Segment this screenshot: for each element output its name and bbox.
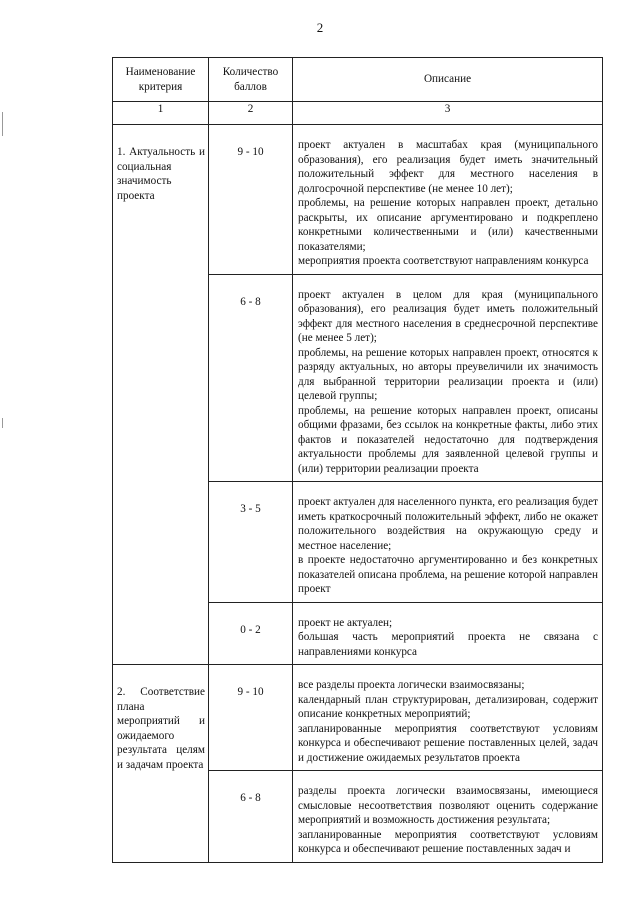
description-paragraph: запланированные мероприятия соответствуют условиям конкурса и обеспечивают решение поставленных целей, задач и достижение ожидаемых результатов проекта	[298, 722, 598, 764]
description-paragraph: проект актуален в масштабах края (муниципального образования), его реализация будет иметь значительный положительный эффект для местного населения в долгосрочной перспективе (не менее 10 лет);	[298, 139, 598, 195]
description-paragraph: запланированные мероприятия соответствуют условиям конкурса и обеспечивают решение поставленных задач и	[298, 828, 598, 855]
table-row	[113, 665, 603, 771]
description-paragraph: большая часть мероприятий проекта не связана с направлениями конкурса	[298, 631, 598, 658]
description-paragraph: все разделы проекта логически взаимосвязаны;	[298, 679, 525, 691]
header-score: Количество баллов	[209, 58, 293, 102]
criterion-name: 1. Актуальность и социальная значимость проекта	[113, 125, 209, 665]
score-description	[293, 771, 603, 863]
description-paragraph: проект актуален для населенного пункта, его реализация будет иметь краткосрочный положительный эффект, либо не окажет положительного воздействия на окружающую среду и местное население;	[298, 496, 598, 552]
description-paragraph: проблемы, на решение которых направлен проект, описаны общими фразами, без ссылок на конкретные факты, либо этих фактов и показателей недостаточно для подтверждения актуальности проблемы для заявленной целевой группы и (или) территории реализации проекта	[298, 404, 598, 475]
score-description	[293, 602, 603, 665]
score-range: 6 - 8	[209, 771, 293, 863]
description-paragraph: проект актуален в целом для края (муниципального образования), его реализация будет иметь положительный эффект для местного населения в среднесрочной перспективе (не менее 5 лет);	[298, 288, 598, 344]
page-number: 2	[316, 20, 324, 35]
description-paragraph: разделы проекта логически взаимосвязаны, имеющиеся смысловые несоответствия позволяют оценить содержание мероприятий и возможность достижения результата;	[298, 785, 598, 826]
score-range: 6 - 8	[209, 274, 293, 482]
score-description	[293, 482, 603, 603]
score-range: 9 - 10	[209, 665, 293, 771]
description-paragraph: проблемы, на решение которых направлен проект, детально раскрыты, их описание аргументировано и подкреплено конкретными количественными и (или) качественными показателями;	[298, 197, 598, 253]
column-number-row	[113, 102, 603, 125]
score-range: 0 - 2	[209, 602, 293, 665]
column-number: 3	[293, 102, 603, 125]
scan-edge-mark	[2, 112, 3, 136]
description-paragraph: мероприятия проекта соответствуют направлениям конкурса	[298, 255, 589, 267]
criterion-name: 2. Соответствие плана мероприятий и ожидаемого результата целям и задачам проекта	[113, 665, 209, 863]
description-paragraph: проблемы, на решение которых направлен проект, относятся к разряду актуальных, но авторы преувеличили их значимость для выбранной территории реализации проекта и (или) целевой группы;	[298, 346, 598, 402]
table-row	[113, 125, 603, 275]
criteria-table	[112, 57, 603, 863]
column-number: 2	[209, 102, 293, 125]
score-range: 3 - 5	[209, 482, 293, 603]
scan-edge-mark	[2, 418, 3, 428]
score-description	[293, 665, 603, 771]
description-paragraph: проект не актуален;	[298, 616, 393, 629]
description-paragraph: календарный план структурирован, детализирован, содержит описание конкретных мероприятий;	[298, 693, 598, 720]
score-description	[293, 125, 603, 275]
column-number: 1	[113, 102, 209, 125]
description-paragraph: в проекте недостаточно аргументированно и без конкретных показателей описана проблема, на решение которой направлен проект	[298, 554, 598, 595]
score-description	[293, 274, 603, 482]
score-range: 9 - 10	[209, 125, 293, 275]
table-header-row	[113, 58, 603, 102]
header-description: Описание	[293, 58, 603, 102]
header-criterion-name: Наименование критерия	[113, 58, 209, 102]
